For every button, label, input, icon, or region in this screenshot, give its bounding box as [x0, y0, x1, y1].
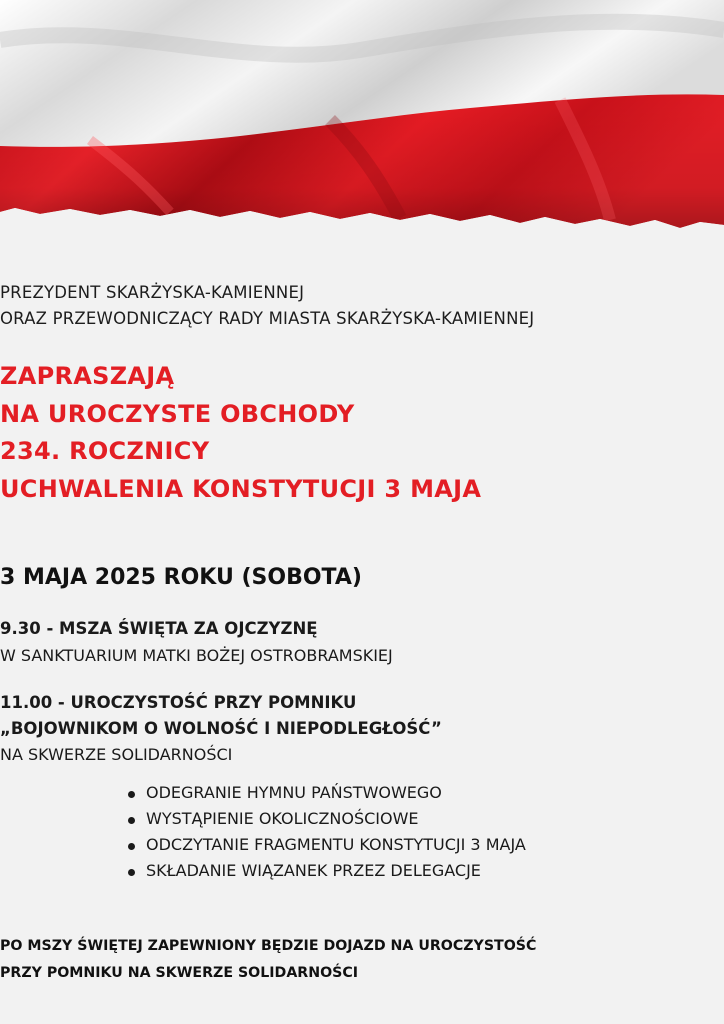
bullet-icon [128, 791, 135, 798]
bullet-icon [128, 843, 135, 850]
ceremony-program-list [128, 780, 526, 884]
invitation-line-2: NA UROCZYSTE OBCHODY [0, 399, 355, 428]
mass-place: W SANKTUARIUM MATKI BOŻEJ OSTROBRAMSKIEJ [0, 646, 393, 665]
organizers-line-2: ORAZ PRZEWODNICZĄCY RADY MIASTA SKARŻYSKA-KAMIENNEJ [0, 309, 535, 328]
transport-note [0, 933, 724, 987]
organizers-line-1: PREZYDENT SKARŻYSKA-KAMIENNEJ [0, 283, 305, 302]
ceremony-monument: „BOJOWNIKOM O WOLNOŚĆ I NIEPODLEGŁOŚĆ” [0, 719, 442, 738]
transport-note-line-1: PO MSZY ŚWIĘTEJ ZAPEWNIONY BĘDZIE DOJAZD NA UROCZYSTOŚĆ [0, 938, 537, 954]
invitation-line-4: UCHWALENIA KONSTYTUCJI 3 MAJA [0, 474, 482, 503]
invitation-line-1: ZAPRASZAJĄ [0, 362, 175, 390]
event-date: 3 MAJA 2025 ROKU (SOBOTA) [0, 565, 362, 590]
invitation-heading [0, 358, 724, 508]
ceremony-title: 11.00 - UROCZYSTOŚĆ PRZY POMNIKU [0, 693, 357, 712]
program-item-label: WYSTĄPIENIE OKOLICZNOŚCIOWE [146, 809, 419, 828]
ceremony-place: NA SKWERZE SOLIDARNOŚCI [0, 745, 233, 764]
bullet-icon [128, 817, 135, 824]
program-item [128, 806, 526, 832]
program-item-label: ODEGRANIE HYMNU PAŃSTWOWEGO [146, 783, 442, 802]
program-item [128, 858, 526, 884]
ceremony-section [0, 690, 724, 768]
polish-flag-banner [0, 0, 724, 260]
program-item-label: ODCZYTANIE FRAGMENTU KONSTYTUCJI 3 MAJA [146, 835, 526, 854]
mass-title: 9.30 - MSZA ŚWIĘTA ZA OJCZYZNĘ [0, 619, 318, 638]
bullet-icon [128, 869, 135, 876]
program-item-label: SKŁADANIE WIĄZANEK PRZEZ DELEGACJE [146, 861, 481, 880]
program-item [128, 780, 526, 806]
organizers [0, 280, 724, 332]
program-item [128, 832, 526, 858]
invitation-line-3: 234. ROCZNICY [0, 437, 210, 465]
transport-note-line-2: PRZY POMNIKU NA SKWERZE SOLIDARNOŚCI [0, 965, 359, 981]
mass-section [0, 615, 724, 669]
